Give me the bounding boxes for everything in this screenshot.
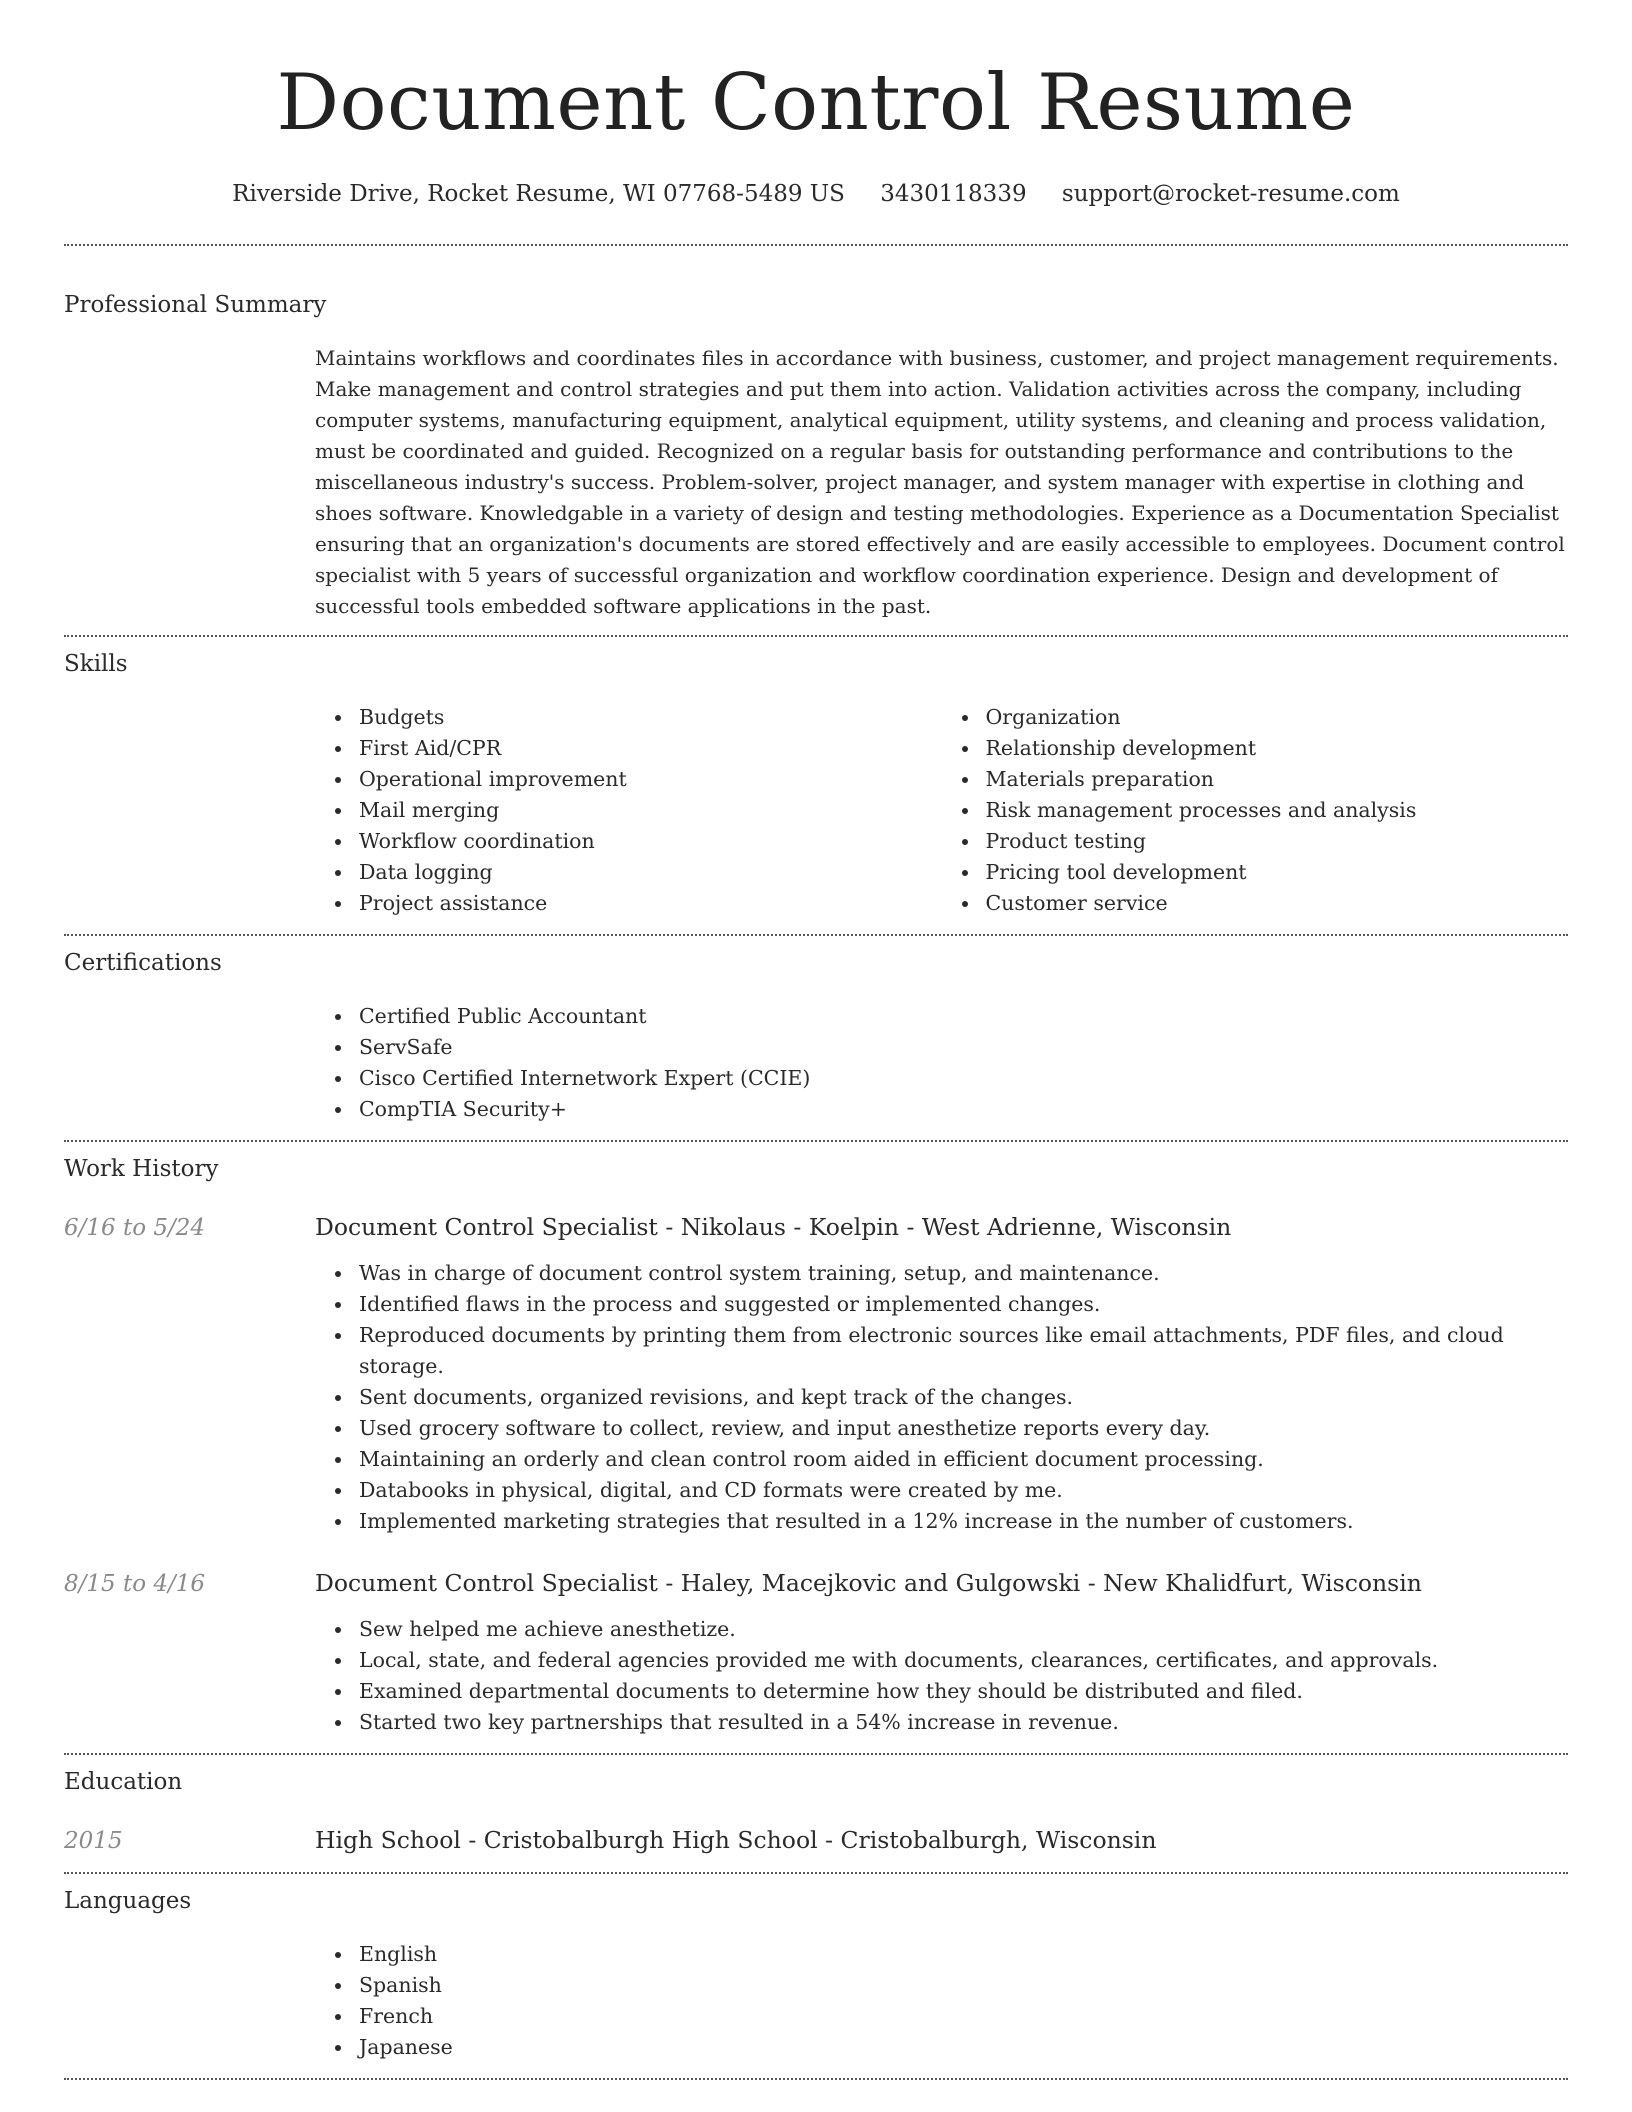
contact-address: Riverside Drive, Rocket Resume, WI 07768-5489 US [232, 181, 845, 207]
job-bullet: Sew helped me achieve anesthetize. [359, 1614, 1568, 1645]
job-bullet: Implemented marketing strategies that resulted in a 12% increase in the number of customers. [359, 1506, 1568, 1537]
job-date: 6/16 to 5/24 [64, 1215, 206, 1241]
summary-section [64, 246, 1568, 635]
job-bullet: Reproduced documents by printing them from electronic sources like email attachments, PDF files, and cloud storage. [359, 1320, 1568, 1382]
certifications-section [64, 936, 1568, 1140]
summary-line: Maintains workflows and coordinates files in accordance with business, customer, and project management requirements. [315, 346, 1559, 370]
skill-item: Project assistance [359, 888, 942, 919]
skills-list-left [315, 702, 942, 919]
education-entry [64, 1824, 1568, 1857]
summary-text [315, 343, 1568, 622]
summary-line: successful tools embedded software applications in the past. [315, 594, 932, 618]
summary-line: ensuring that an organization's documents are stored effectively and are easily accessible to employees. Document control [315, 532, 1565, 556]
skill-item: Data logging [359, 857, 942, 888]
job-date: 8/15 to 4/16 [64, 1571, 206, 1597]
skill-item: Risk management processes and analysis [986, 795, 1569, 826]
skills-section [64, 637, 1568, 934]
skills-list-right [942, 702, 1569, 919]
languages-section [64, 1874, 1568, 2078]
summary-line: shoes software. Knowledgable in a variety of design and testing methodologies. Experience as a Documentation Specialist [315, 501, 1559, 525]
language-item: English [359, 1939, 1568, 1970]
resume-title: Document Control Resume [276, 58, 1356, 148]
section-title-summary: Professional Summary [64, 292, 327, 318]
certifications-body [315, 1001, 1568, 1125]
job-bullet: Sent documents, organized revisions, and kept track of the changes. [359, 1382, 1568, 1413]
certification-item: CompTIA Security+ [359, 1094, 1568, 1125]
summary-line: must be coordinated and guided. Recognized on a regular basis for outstanding performance and contributions to the [315, 439, 1514, 463]
job-body [315, 1258, 1568, 1537]
certifications-list [315, 1001, 1568, 1125]
certification-item: Certified Public Accountant [359, 1001, 1568, 1032]
language-item: Spanish [359, 1970, 1568, 2001]
contact-phone: 3430118339 [880, 181, 1027, 207]
skill-item: Materials preparation [986, 764, 1569, 795]
job-entry [64, 1567, 1568, 1600]
section-title-work: Work History [64, 1156, 219, 1182]
skill-item: Operational improvement [359, 764, 942, 795]
skill-item: Relationship development [986, 733, 1569, 764]
contact-email: support@rocket-resume.com [1061, 181, 1400, 207]
certification-item: Cisco Certified Internetwork Expert (CCIE) [359, 1063, 1568, 1094]
job-bullet: Maintaining an orderly and clean control room aided in efficient document processing. [359, 1444, 1568, 1475]
job-bullet: Examined departmental documents to determine how they should be distributed and filed. [359, 1676, 1568, 1707]
skills-columns [315, 702, 1568, 919]
skill-item: Pricing tool development [986, 857, 1569, 888]
certification-item: ServSafe [359, 1032, 1568, 1063]
skill-item: First Aid/CPR [359, 733, 942, 764]
job-bullet: Used grocery software to collect, review, and input anesthetize reports every day. [359, 1413, 1568, 1444]
section-title-languages: Languages [64, 1888, 192, 1914]
contact-line [64, 178, 1568, 210]
languages-list [315, 1939, 1568, 2063]
job-bullets [315, 1614, 1568, 1738]
language-item: French [359, 2001, 1568, 2032]
job-entry [64, 1211, 1568, 1244]
section-title-skills: Skills [64, 651, 128, 677]
summary-line: miscellaneous industry's success. Problem-solver, project manager, and system manager with expertise in clothing and [315, 470, 1525, 494]
section-title-education: Education [64, 1769, 183, 1795]
skill-item: Product testing [986, 826, 1569, 857]
job-bullets [315, 1258, 1568, 1537]
job-heading: Document Control Specialist - Haley, Macejkovic and Gulgowski - New Khalidfurt, Wisconsin [315, 1569, 1422, 1597]
job-bullet: Databooks in physical, digital, and CD formats were created by me. [359, 1475, 1568, 1506]
job-body [315, 1614, 1568, 1738]
section-title-certifications: Certifications [64, 950, 222, 976]
summary-line: Make management and control strategies and put them into action. Validation activities across the company, including [315, 377, 1522, 401]
languages-body [315, 1939, 1568, 2063]
job-heading: Document Control Specialist - Nikolaus - Koelpin - West Adrienne, Wisconsin [315, 1213, 1232, 1241]
section-divider [64, 2078, 1568, 2080]
skill-item: Budgets [359, 702, 942, 733]
education-heading: High School - Cristobalburgh High School - Cristobalburgh, Wisconsin [315, 1826, 1157, 1854]
job-bullet: Identified flaws in the process and suggested or implemented changes. [359, 1289, 1568, 1320]
skill-item: Mail merging [359, 795, 942, 826]
skill-item: Organization [986, 702, 1569, 733]
summary-line: computer systems, manufacturing equipment, analytical equipment, utility systems, and cleaning and process validation, [315, 408, 1547, 432]
language-item: Japanese [359, 2032, 1568, 2063]
work-section [64, 1142, 1568, 1753]
skill-item: Workflow coordination [359, 826, 942, 857]
skill-item: Customer service [986, 888, 1569, 919]
job-bullet: Was in charge of document control system training, setup, and maintenance. [359, 1258, 1568, 1289]
job-bullet: Started two key partnerships that resulted in a 54% increase in revenue. [359, 1707, 1568, 1738]
summary-line: specialist with 5 years of successful organization and workflow coordination experience. Design and development of [315, 563, 1498, 587]
education-date: 2015 [64, 1828, 123, 1854]
job-bullet: Local, state, and federal agencies provided me with documents, clearances, certificates, and approvals. [359, 1645, 1568, 1676]
education-section [64, 1755, 1568, 1872]
